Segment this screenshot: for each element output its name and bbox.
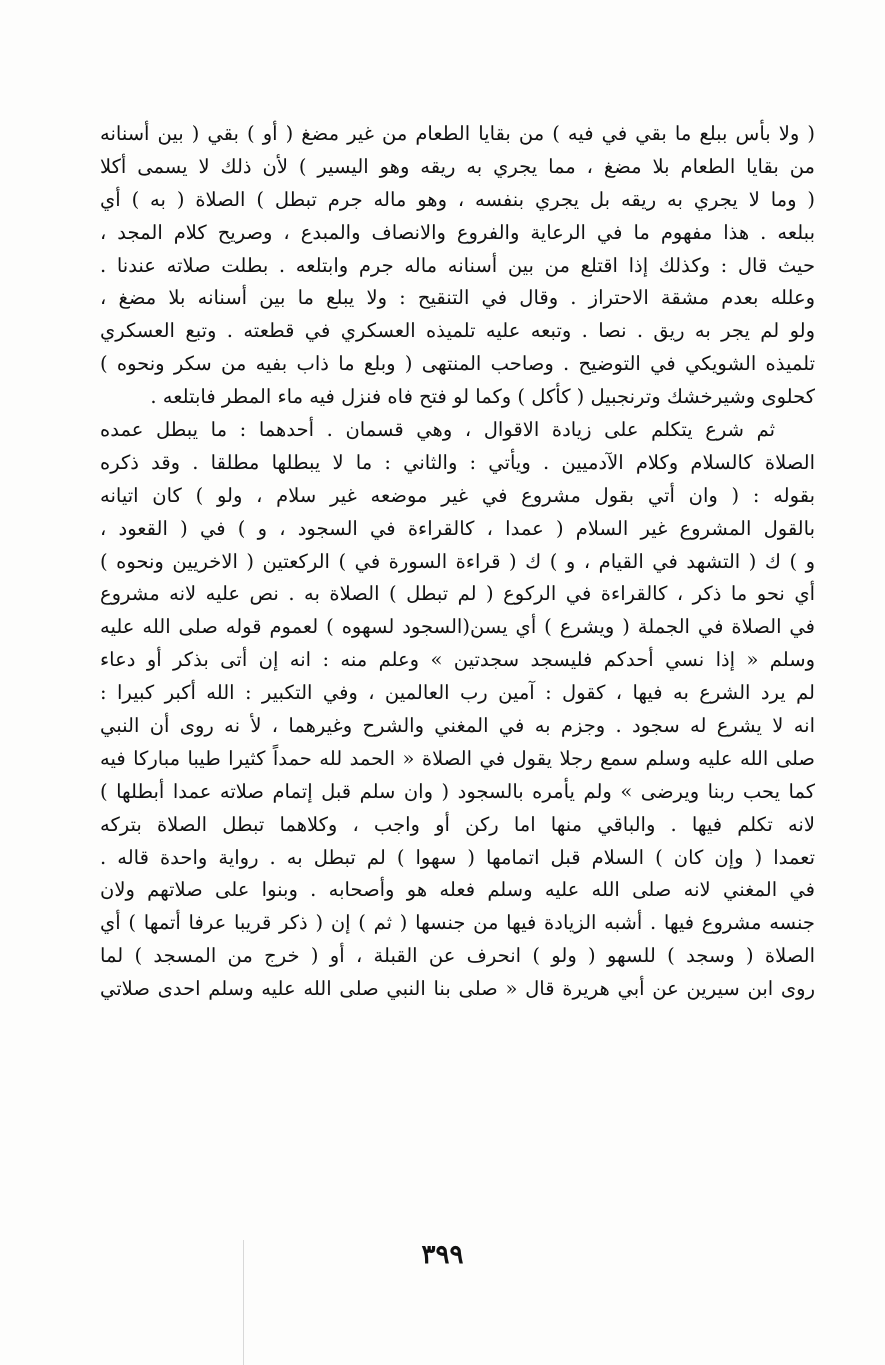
text-line-18: لم يرد الشرع به فيها ، كقول : آمين رب العالمين ، وفي التكبير : الله أكبر كبيرا : [100,681,815,705]
text-line-5: حيث قال : وكذلك إذا اقتلع من بين أسنانه ماله جرم وابتلعه . بطلت صلاته عندنا . [100,253,815,277]
text-line-13: بالقول المشروع غير السلام ( عمدا ، كالقراءة في السجود ، و ) في ( القعود ، [100,516,815,540]
page-number: ٣٩٩ [421,1240,464,1270]
text-line-12: بقوله : ( وان أتي بقول مشروع في غير موضعه غير سلام ، ولو ) كان اتيانه [100,483,815,507]
text-line-26: الصلاة ( وسجد ) للسهو ( ولو ) انحرف عن القبلة ، أو ( خرج من المسجد ) لما [100,944,815,968]
text-line-7: ولو لم يجر به ريق . نصا . وتبعه عليه تلميذه العسكري في قطعته . وتبع العسكري [100,319,815,343]
text-line-19: انه لا يشرع له سجود . وجزم به في المغني والشرح وغيرهما ، لأ نه روى أن النبي [100,714,815,738]
text-line-14: و ) ك ( التشهد في القيام ، و ) ك ( قراءة السورة في ) الركعتين ( الاخريين ونحوه ) [100,549,815,573]
text-line-23: تعمدا ( وإن كان ) السلام قبل اتمامها ( سهوا ) لم تبطل به . رواية واحدة قاله . [100,845,815,869]
text-line-24: في المغني لانه صلى الله عليه وسلم فعله هو وأصحابه . وبنوا على صلاتهم ولان [100,878,815,902]
text-line-9: كحلوى وشيرخشك وترنجبيل ( كأكل ) وكما لو فتح فاه فنزل فيه ماء المطر فابتلعه . [150,385,815,409]
text-line-16: في الصلاة في الجملة ( ويشرع ) أي يسن(السجود لسهوه ) لعموم قوله صلى الله عليه [100,615,815,639]
text-line-22: لانه تكلم فيها . والباقي منها اما ركن أو واجب ، وكلاهما تبطل الصلاة بتركه [100,812,815,836]
text-line-15: أي نحو ما ذكر ، كالقراءة في الركوع ( لم تبطل ) الصلاة به . نص عليه لانه مشروع [100,582,815,606]
text-line-10: ثم شرع يتكلم على زيادة الاقوال ، وهي قسمان . أحدهما : ما يبطل عمده [100,418,775,442]
text-line-6: وعلله بعدم مشقة الاحتراز . وقال في التنقيح : ولا يبلع ما بين أسنانه بلا مضغ ، [100,286,815,310]
text-line-2: من بقايا الطعام بلا مضغ ، مما يجري به ريقه وهو اليسير ) لأن ذلك لا يسمى أكلا [100,154,815,178]
text-line-4: ببلعه . هذا مفهوم ما في الرعاية والفروع والانصاف والمبدع ، وصريح كلام المجد ، [100,220,815,244]
text-line-8: تلميذه الشويكي في التوضيح . وصاحب المنتهى ( وبلع ما ذاب بفيه من سكر ونحوه ) [100,352,815,376]
text-line-27: روى ابن سيرين عن أبي هريرة قال « صلى بنا النبي صلى الله عليه وسلم احدى صلاتي [100,977,815,1001]
text-line-21: كما يحب ربنا ويرضى » ولم يأمره بالسجود ( وان سلم قبل إتمام صلاته عمدا أبطلها ) [100,779,815,803]
body-text [100,118,815,1006]
text-line-17: وسلم « إذا نسي أحدكم فليسجد سجدتين » وعلم منه : انه إن أتى بذكر أو دعاء [100,648,815,672]
text-line-3: ( وما لا يجري به ريقه بل يجري بنفسه ، وهو ماله جرم تبطل ) الصلاة ( به ) أي [100,187,815,211]
text-line-25: جنسه مشروع فيها . أشبه الزيادة فيها من جنسها ( ثم ) إن ( ذكر قريبا عرفا أتمها ) أي [100,911,815,935]
text-line-20: صلى الله عليه وسلم سمع رجلا يقول في الصلاة « الحمد لله حمداً كثيرا طيبا مباركا فيه [100,746,815,770]
text-line-1: ( ولا بأس ببلع ما بقي في فيه ) من بقايا الطعام من غير مضغ ( أو ) بقي ( بين أسنانه [100,122,815,145]
text-line-11: الصلاة كالسلام وكلام الآدميين . ويأتي : والثاني : ما لا يبطلها مطلقا . وقد ذكره [100,450,815,474]
